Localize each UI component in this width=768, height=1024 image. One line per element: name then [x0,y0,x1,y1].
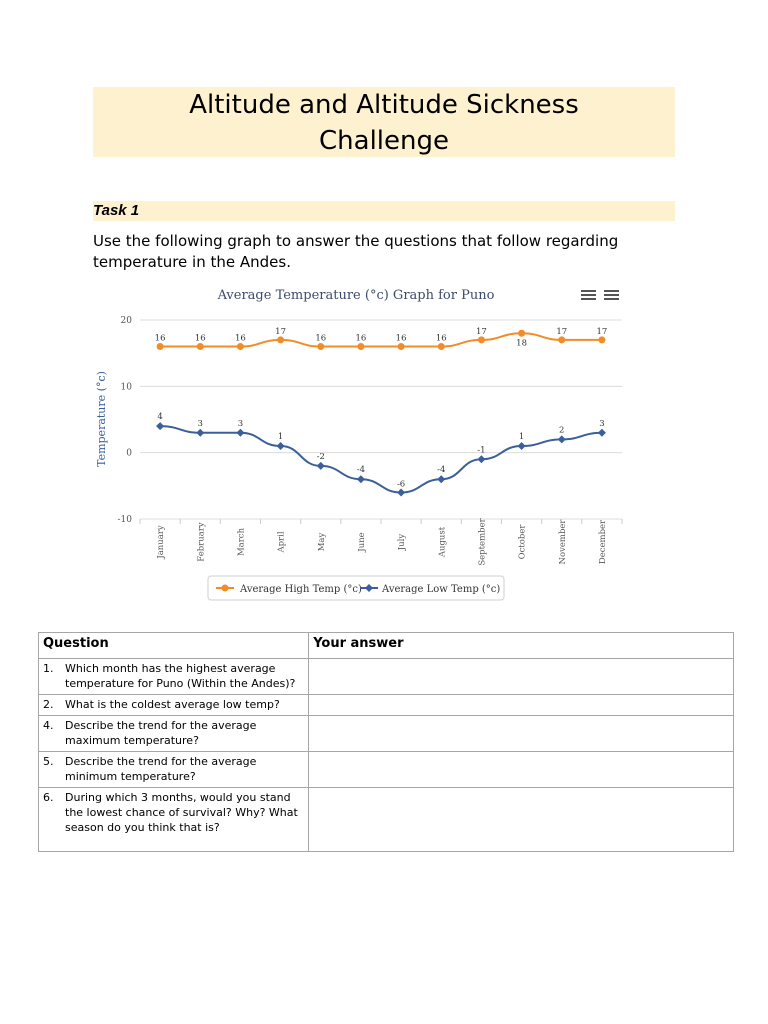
x-tick-label: June [356,532,367,552]
legend-label-low: Average Low Temp (°c) [382,584,501,595]
data-point [156,422,164,430]
legend-label-high: Average High Temp (°c) [240,584,362,595]
table-row [39,752,734,788]
task-heading: Task 1 [93,201,675,221]
data-label: 1 [518,432,525,443]
data-point [558,435,566,443]
data-label: 17 [275,326,286,337]
table-row [39,659,734,695]
question-number: 5. [43,755,54,768]
data-label: -2 [316,451,325,462]
title-line-2: Challenge [319,126,449,156]
question-text: Which month has the highest average temperature for Puno (Within the Andes)? [65,662,296,690]
hamburger-menu-icon[interactable] [581,290,619,300]
data-label: 16 [395,333,407,344]
chart-legend [208,576,504,600]
data-point [478,336,485,343]
chart-title: Average Temperature (°c) Graph for Puno [217,288,495,303]
x-tick-label: August [437,526,448,558]
data-label: -6 [396,479,406,490]
x-tick-label: July [397,533,408,551]
data-point [357,343,364,350]
title-line-1: Altitude and Altitude Sickness [189,90,579,120]
data-point [157,343,164,350]
data-label: 3 [197,418,203,429]
x-tick-label: April [276,531,287,553]
question-number: 6. [43,791,54,804]
data-point [397,488,405,496]
data-point [196,429,204,437]
question-number: 4. [43,719,54,732]
data-label: 3 [237,418,244,429]
question-number: 1. [43,662,54,675]
x-tick-label: March [236,527,247,557]
data-point [477,455,485,463]
table-row [39,695,734,716]
data-point [518,330,525,337]
data-label: 16 [154,333,166,344]
question-cell [39,788,309,852]
temperature-chart [90,280,630,602]
data-point [277,442,285,450]
table-row [39,716,734,752]
x-tick-label: May [316,532,327,552]
data-point [317,462,325,470]
data-point [237,343,244,350]
question-number: 2. [43,698,54,711]
question-text: Describe the trend for the average maximum temperature? [65,719,257,747]
data-point [598,336,605,343]
answer-cell[interactable] [309,659,734,695]
y-tick-label: -10 [117,515,132,525]
data-label: 2 [559,425,565,436]
table-header-row [39,633,734,659]
legend-marker-high [222,585,229,592]
question-cell [39,752,309,788]
x-tick-label: February [196,522,207,562]
data-point [598,429,606,437]
document-title [93,87,675,157]
data-point [398,343,405,350]
table-row [39,788,734,852]
question-header: Question [39,633,309,659]
data-label: 17 [476,326,487,337]
y-tick-label: 20 [120,316,132,326]
question-cell [39,716,309,752]
data-point [357,475,365,483]
data-point [437,475,445,483]
x-tick-label: November [557,519,568,565]
y-tick-label: 0 [126,448,132,459]
question-text: What is the coldest average low temp? [65,698,280,711]
data-label: 1 [277,432,284,443]
answer-header: Your answer [309,633,734,659]
data-label: 16 [435,333,447,344]
x-tick-label: December [597,519,608,565]
question-text: During which 3 months, would you stand the lowest chance of survival? Why? What season do you think that is? [65,791,298,834]
question-text: Describe the trend for the average minimum temperature? [65,755,257,783]
question-cell [39,695,309,716]
data-label: 3 [599,418,605,429]
answer-cell[interactable] [309,788,734,852]
data-point [438,343,445,350]
data-label: -4 [437,465,446,476]
data-label: 16 [315,333,327,344]
x-tick-label: September [477,518,488,566]
data-label: 16 [355,333,367,344]
question-table [38,632,734,852]
data-label: 17 [556,326,568,337]
intro-text: Use the following graph to answer the questions that follow regarding temperature in the Andes. [93,232,619,271]
data-point [518,442,526,450]
y-axis-label: Temperature (°c) [95,371,108,467]
x-tick-label: October [517,524,528,560]
data-label: 16 [194,333,206,344]
data-point [317,343,324,350]
data-label: 17 [596,326,608,337]
data-label: 18 [516,338,527,349]
data-point [236,429,244,437]
data-label: 4 [157,412,163,423]
data-point [558,336,565,343]
x-tick-label: January [156,525,167,559]
series-line [160,426,602,492]
data-point [197,343,204,350]
answer-cell[interactable] [309,752,734,788]
question-cell [39,659,309,695]
answer-cell[interactable] [309,716,734,752]
data-point [277,336,284,343]
answer-cell[interactable] [309,695,734,716]
series-line [160,333,602,349]
data-label: 16 [235,333,246,344]
y-tick-label: 10 [120,382,132,393]
data-label: -4 [356,465,366,476]
data-label: -1 [477,445,486,456]
